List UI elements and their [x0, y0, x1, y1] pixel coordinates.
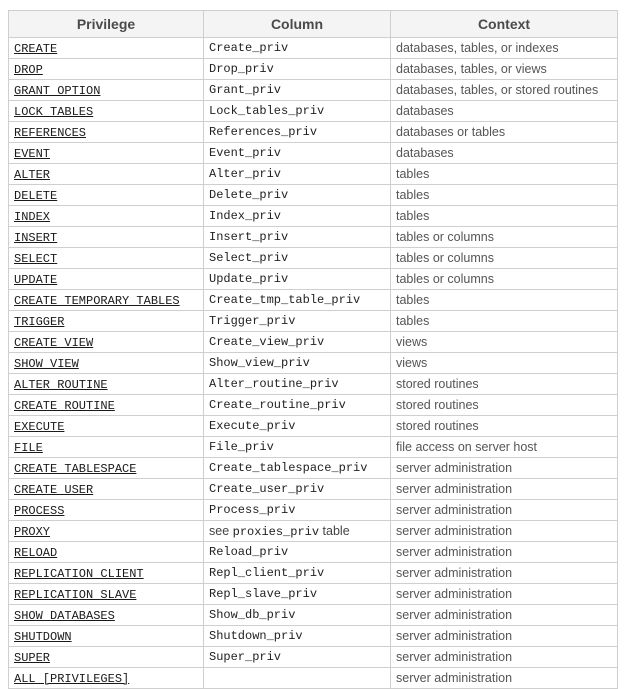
context-cell: server administration	[391, 479, 618, 500]
table-row	[9, 416, 618, 437]
privilege-cell	[9, 164, 204, 185]
privilege-cell	[9, 542, 204, 563]
context-cell: file access on server host	[391, 437, 618, 458]
privilege-cell	[9, 668, 204, 689]
table-row	[9, 101, 618, 122]
context-cell: tables	[391, 290, 618, 311]
table-row	[9, 500, 618, 521]
privilege-link[interactable]: PROCESS	[14, 503, 65, 518]
table-row	[9, 227, 618, 248]
privilege-cell	[9, 332, 204, 353]
privilege-cell	[9, 59, 204, 80]
context-cell: server administration	[391, 584, 618, 605]
table-row	[9, 185, 618, 206]
column-cell: Alter_priv	[204, 164, 391, 185]
privilege-link[interactable]: DROP	[14, 62, 43, 77]
privileges-table-container	[8, 10, 617, 689]
table-row	[9, 164, 618, 185]
privilege-link[interactable]: TRIGGER	[14, 314, 65, 329]
column-cell: Trigger_priv	[204, 311, 391, 332]
privilege-link[interactable]: INSERT	[14, 230, 58, 245]
privilege-cell	[9, 38, 204, 59]
context-cell: tables or columns	[391, 269, 618, 290]
context-cell: views	[391, 332, 618, 353]
privilege-cell	[9, 563, 204, 584]
privilege-link[interactable]: LOCK TABLES	[14, 104, 94, 119]
context-cell: tables or columns	[391, 227, 618, 248]
privilege-link[interactable]: SHOW VIEW	[14, 356, 79, 371]
privilege-cell	[9, 395, 204, 416]
privilege-cell	[9, 605, 204, 626]
privilege-cell	[9, 290, 204, 311]
table-row	[9, 521, 618, 542]
table-row	[9, 563, 618, 584]
context-cell: server administration	[391, 500, 618, 521]
table-row	[9, 80, 618, 101]
column-cell: Create_routine_priv	[204, 395, 391, 416]
context-cell: databases	[391, 101, 618, 122]
column-cell: Update_priv	[204, 269, 391, 290]
table-row	[9, 248, 618, 269]
privilege-cell	[9, 311, 204, 332]
privilege-link[interactable]: UPDATE	[14, 272, 58, 287]
column-cell: Delete_priv	[204, 185, 391, 206]
column-cell	[204, 521, 391, 542]
privilege-link[interactable]: CREATE	[14, 41, 58, 56]
table-row	[9, 122, 618, 143]
privilege-cell	[9, 416, 204, 437]
column-cell: Reload_priv	[204, 542, 391, 563]
privileges-table	[8, 10, 618, 689]
context-cell: tables	[391, 311, 618, 332]
table-row	[9, 206, 618, 227]
privilege-link[interactable]: ALL [PRIVILEGES]	[14, 671, 130, 686]
context-cell: server administration	[391, 458, 618, 479]
context-cell: databases, tables, or indexes	[391, 38, 618, 59]
table-row	[9, 332, 618, 353]
privilege-cell	[9, 437, 204, 458]
privilege-cell	[9, 185, 204, 206]
column-text: table	[319, 523, 350, 538]
context-cell: server administration	[391, 542, 618, 563]
privilege-link[interactable]: REFERENCES	[14, 125, 87, 140]
column-cell: File_priv	[204, 437, 391, 458]
table-row	[9, 584, 618, 605]
privilege-link[interactable]: CREATE VIEW	[14, 335, 94, 350]
privilege-link[interactable]: CREATE USER	[14, 482, 94, 497]
column-cell: Lock_tables_priv	[204, 101, 391, 122]
privilege-link[interactable]: REPLICATION SLAVE	[14, 587, 137, 602]
context-cell: server administration	[391, 605, 618, 626]
table-row	[9, 647, 618, 668]
table-row	[9, 395, 618, 416]
privilege-link[interactable]: GRANT OPTION	[14, 83, 101, 98]
context-cell: views	[391, 353, 618, 374]
context-cell: server administration	[391, 626, 618, 647]
column-cell: Event_priv	[204, 143, 391, 164]
column-cell: Process_priv	[204, 500, 391, 521]
context-cell: databases	[391, 143, 618, 164]
table-row	[9, 59, 618, 80]
column-cell: Insert_priv	[204, 227, 391, 248]
table-header	[9, 11, 618, 38]
column-text: see	[209, 523, 233, 538]
table-row	[9, 605, 618, 626]
context-cell: stored routines	[391, 416, 618, 437]
privilege-cell	[9, 80, 204, 101]
table-row	[9, 542, 618, 563]
table-row	[9, 269, 618, 290]
table-row	[9, 38, 618, 59]
context-cell: stored routines	[391, 395, 618, 416]
privilege-cell	[9, 227, 204, 248]
column-cell: Grant_priv	[204, 80, 391, 101]
privilege-cell	[9, 374, 204, 395]
column-cell: Drop_priv	[204, 59, 391, 80]
privilege-link[interactable]: REPLICATION CLIENT	[14, 566, 144, 581]
privilege-cell	[9, 101, 204, 122]
privilege-link[interactable]: CREATE TABLESPACE	[14, 461, 137, 476]
privilege-cell	[9, 500, 204, 521]
column-cell: Create_view_priv	[204, 332, 391, 353]
privilege-link[interactable]: ALTER ROUTINE	[14, 377, 108, 392]
header-column: Column	[204, 11, 391, 38]
column-cell: Create_tablespace_priv	[204, 458, 391, 479]
privilege-cell	[9, 584, 204, 605]
privilege-link[interactable]: CREATE ROUTINE	[14, 398, 115, 413]
table-row	[9, 353, 618, 374]
column-cell	[204, 668, 391, 689]
privilege-link[interactable]: DELETE	[14, 188, 58, 203]
table-row	[9, 374, 618, 395]
column-cell: Index_priv	[204, 206, 391, 227]
context-cell: stored routines	[391, 374, 618, 395]
header-context: Context	[391, 11, 618, 38]
context-cell: server administration	[391, 647, 618, 668]
column-cell: Show_db_priv	[204, 605, 391, 626]
table-row	[9, 458, 618, 479]
privilege-link[interactable]: CREATE TEMPORARY TABLES	[14, 293, 180, 308]
privilege-cell	[9, 143, 204, 164]
column-cell: References_priv	[204, 122, 391, 143]
column-cell: Alter_routine_priv	[204, 374, 391, 395]
privilege-cell	[9, 206, 204, 227]
table-row	[9, 437, 618, 458]
column-cell: Create_tmp_table_priv	[204, 290, 391, 311]
privilege-cell	[9, 521, 204, 542]
privilege-cell	[9, 458, 204, 479]
privilege-link[interactable]: SHUTDOWN	[14, 629, 72, 644]
header-row	[9, 11, 618, 38]
column-cell: Create_user_priv	[204, 479, 391, 500]
header-privilege: Privilege	[9, 11, 204, 38]
column-cell: Create_priv	[204, 38, 391, 59]
context-cell: server administration	[391, 668, 618, 689]
privilege-link[interactable]: RELOAD	[14, 545, 58, 560]
privilege-link[interactable]: PROXY	[14, 524, 51, 539]
column-cell: Shutdown_priv	[204, 626, 391, 647]
column-cell: Execute_priv	[204, 416, 391, 437]
privilege-link[interactable]: SELECT	[14, 251, 58, 266]
table-body	[9, 38, 618, 689]
privilege-cell	[9, 479, 204, 500]
privilege-link[interactable]: INDEX	[14, 209, 51, 224]
column-cell: Select_priv	[204, 248, 391, 269]
column-code: proxies_priv	[232, 524, 320, 539]
column-cell: Repl_client_priv	[204, 563, 391, 584]
privilege-cell	[9, 647, 204, 668]
privilege-link[interactable]: ALTER	[14, 167, 51, 182]
context-cell: tables or columns	[391, 248, 618, 269]
privilege-link[interactable]: SHOW DATABASES	[14, 608, 115, 623]
context-cell: databases, tables, or views	[391, 59, 618, 80]
column-cell: Repl_slave_priv	[204, 584, 391, 605]
context-cell: tables	[391, 206, 618, 227]
context-cell: databases, tables, or stored routines	[391, 80, 618, 101]
table-row	[9, 290, 618, 311]
table-row	[9, 668, 618, 689]
privilege-link[interactable]: FILE	[14, 440, 43, 455]
privilege-cell	[9, 248, 204, 269]
privilege-cell	[9, 626, 204, 647]
table-row	[9, 626, 618, 647]
column-cell: Show_view_priv	[204, 353, 391, 374]
privilege-link[interactable]: SUPER	[14, 650, 51, 665]
column-cell: Super_priv	[204, 647, 391, 668]
table-row	[9, 479, 618, 500]
privilege-link[interactable]: EVENT	[14, 146, 51, 161]
privilege-cell	[9, 353, 204, 374]
table-row	[9, 143, 618, 164]
context-cell: server administration	[391, 563, 618, 584]
privilege-cell	[9, 269, 204, 290]
context-cell: tables	[391, 164, 618, 185]
context-cell: server administration	[391, 521, 618, 542]
table-row	[9, 311, 618, 332]
context-cell: tables	[391, 185, 618, 206]
context-cell: databases or tables	[391, 122, 618, 143]
privilege-link[interactable]: EXECUTE	[14, 419, 65, 434]
privilege-cell	[9, 122, 204, 143]
